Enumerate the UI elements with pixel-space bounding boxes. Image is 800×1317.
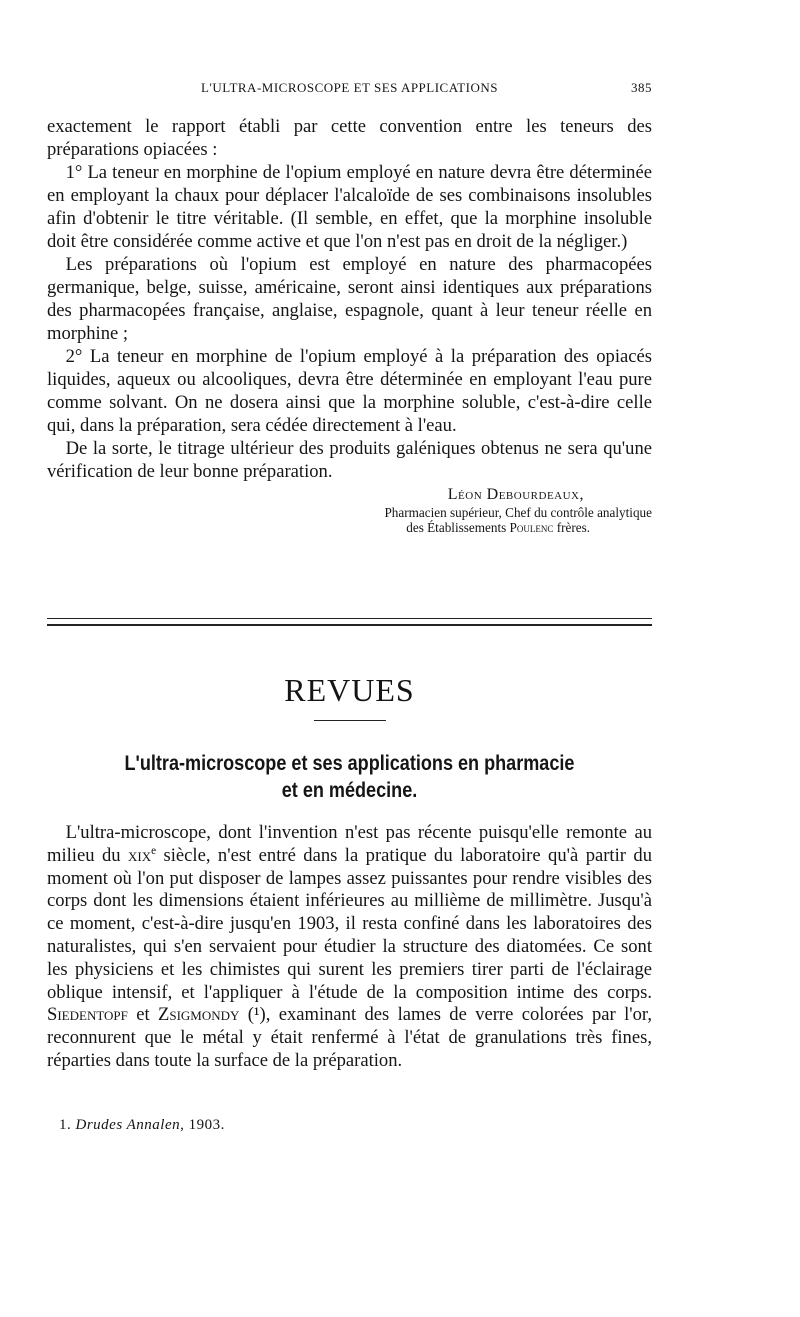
section-divider <box>47 618 652 628</box>
page-number: 385 <box>631 80 652 95</box>
text-run: siècle, n'est entré dans la pratique du laboratoire qu'à partir du moment où l'on put disposer de lampes assez puissantes pour rendre visibles des corps dont les dimensions étaient inférieures au millième de millimètre. Jusqu'à ce moment, c'est-à-dire jusqu'en 1903, il resta confiné dans les laboratoires des naturalistes, qui s'en servaient pour étudier la structure des diatomées. Ce sont les physiciens et les chimistes qui surent les premiers tirer parti de l'éclairage oblique intensif, et l'appliquer à l'étude de la composition intime des corps. <box>47 844 652 1003</box>
footnote-marker: (¹) <box>239 1004 266 1026</box>
author-title: Pharmacien supérieur, Chef du contrôle analytique <box>384 505 652 520</box>
section-heading: REVUES <box>284 672 415 708</box>
page <box>47 0 652 1317</box>
letter-continuation <box>47 115 652 535</box>
footnote <box>59 1117 225 1134</box>
paragraph: De la sorte, le titrage ultérieur des produits galéniques obtenus ne sera qu'une vérification de leur bonne préparation. <box>47 438 652 482</box>
article-body <box>47 822 652 1073</box>
article-title-line: L'ultra-microscope et ses applications en pharmacie <box>124 752 575 775</box>
running-header <box>47 80 652 102</box>
divider-thin <box>47 618 652 619</box>
paragraph <box>47 822 652 1073</box>
footnote-source: Drudes Annalen, <box>75 1117 185 1133</box>
author-name: Léon Debourdeaux, <box>447 486 584 503</box>
footnote-number: 1. <box>59 1117 76 1133</box>
affiliation-suffix: frères. <box>553 520 590 535</box>
paragraph: Les préparations où l'opium est employé en nature des pharmacopées germanique, belge, suisse, américaine, seront ainsi identiques aux préparations des pharmacopées française, anglaise, espagnole, quant à leur teneur réelle en morphine ; <box>47 254 652 344</box>
article-title <box>89 750 609 804</box>
divider-thick <box>47 624 652 626</box>
text-run: et <box>127 1004 158 1026</box>
author-reference: Zsigmondy <box>157 1004 240 1026</box>
affiliation-prefix: des Établissements <box>406 520 510 535</box>
running-title: L'ULTRA-MICROSCOPE ET SES APPLICATIONS <box>201 80 498 95</box>
paragraph: 2° La teneur en morphine de l'opium employé à la préparation des opiacés liquides, aqueux ou alcooliques, devra être déterminée en employant l'eau pure comme solvant. On ne dosera ainsi que la morphine soluble, c'est-à-dire celle qui, dans la préparation, sera cédée directement à l'eau. <box>47 346 652 436</box>
footnote-year: 1903. <box>184 1117 225 1133</box>
heading-underline <box>314 720 386 721</box>
paragraph: exactement le rapport établi par cette convention entre les teneurs des préparations opiacées : <box>47 116 652 160</box>
text-run: L'ultra-microscope, dont l'invention n'est pas récente puisqu'elle remonte au milieu du <box>47 822 652 866</box>
author-affiliation <box>47 520 652 535</box>
company-name: Poulenc <box>509 520 554 535</box>
author-reference: Siedentopf <box>47 1004 128 1026</box>
superscript: e <box>151 844 157 857</box>
paragraph: 1° La teneur en morphine de l'opium employé en nature devra être déterminée en employant la chaux pour déplacer l'alcaloïde de ses combinaisons insolubles afin d'obtenir le titre véritable. (Il semble, en effet, que la morphine insoluble doit être considérée comme active et que l'on n'est pas en droit de la négliger.) <box>47 162 652 252</box>
century-numeral: xix <box>128 844 152 866</box>
text-run: , examinant des lames de verre colorées par l'or, reconnurent que le métal y était renfermé à l'état de granulations très fines, réparties dans toute la surface de la préparation. <box>47 1004 652 1071</box>
signature-block <box>47 485 652 535</box>
article-title-line: et en médecine. <box>281 779 418 802</box>
